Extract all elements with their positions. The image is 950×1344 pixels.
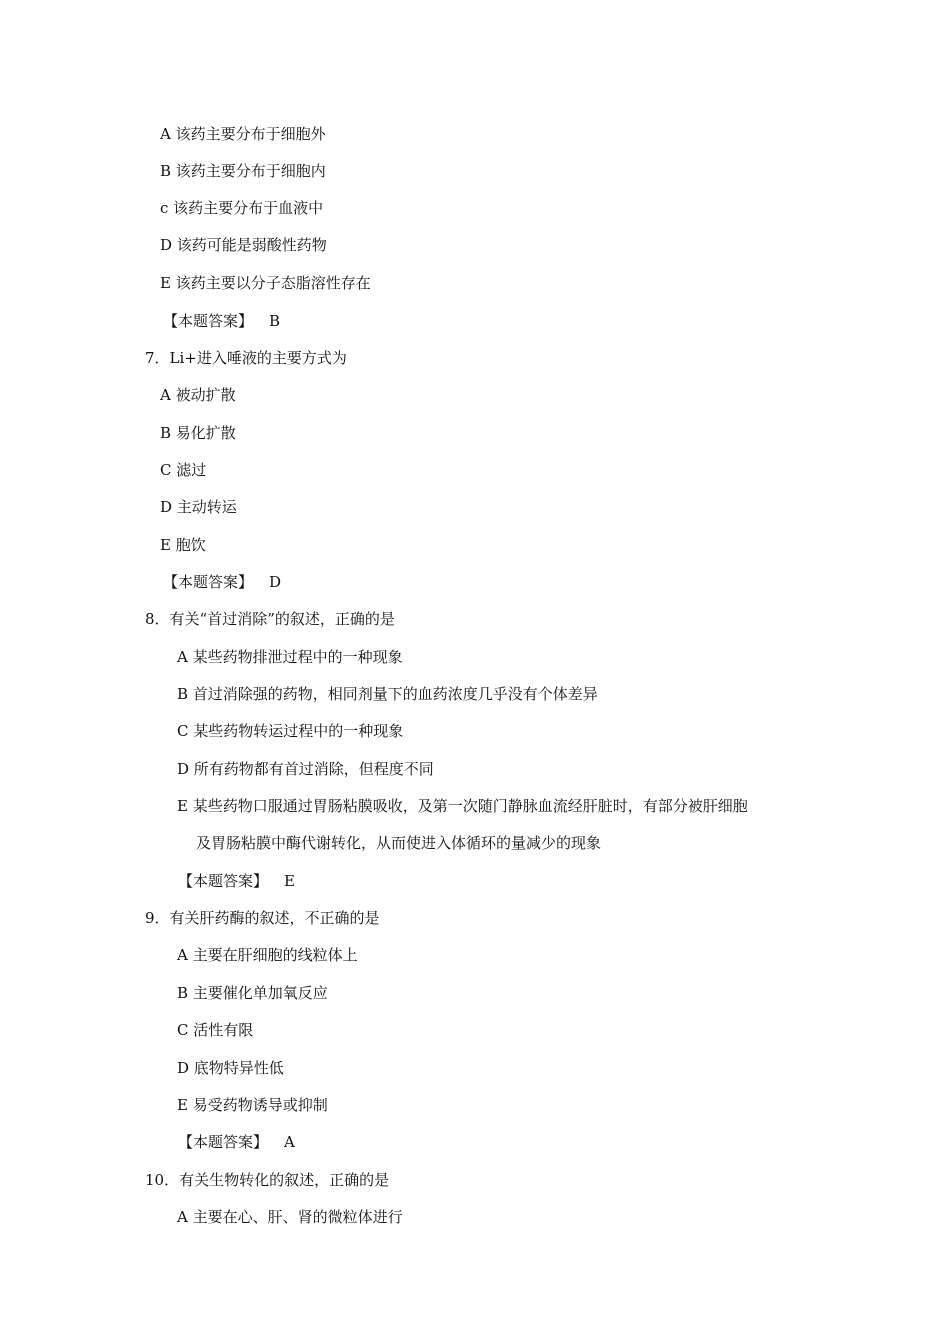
q8-option-e-continued: 及胃肠粘膜中酶代谢转化，从而使进入体循环的量减少的现象 (196, 834, 602, 852)
q9-option-b: B 主要催化单加氧反应 (177, 984, 328, 1002)
q6-answer (163, 311, 280, 331)
q9-option-c: C 活性有限 (177, 1021, 254, 1039)
q7-option-d: D 主动转运 (160, 498, 237, 516)
q9-option-e: E 易受药物诱导或抑制 (177, 1096, 328, 1114)
q7-stem: 7．Li+进入唾液的主要方式为 (145, 349, 347, 367)
q9-option-d: D 底物特异性低 (177, 1059, 284, 1077)
q6-option-e: E 该药主要以分子态脂溶性存在 (160, 274, 371, 292)
q6-option-d: D 该药可能是弱酸性药物 (160, 236, 327, 254)
answer-label: 【本题答案】 (178, 872, 269, 890)
q6-option-c: c 该药主要分布于血液中 (160, 199, 324, 217)
q6-option-b: B 该药主要分布于细胞内 (160, 162, 326, 180)
q6-option-a: A 该药主要分布于细胞外 (160, 125, 326, 143)
answer-label: 【本题答案】 (163, 573, 254, 591)
answer-value: D (269, 573, 282, 591)
q7-answer (163, 572, 281, 592)
q8-stem: 8．有关“首过消除”的叙述，正确的是 (145, 610, 395, 628)
q7-option-e: E 胞饮 (160, 536, 206, 554)
answer-value: E (284, 872, 295, 890)
q8-option-a: A 某些药物排泄过程中的一种现象 (177, 648, 403, 666)
q9-stem: 9．有关肝药酶的叙述，不正确的是 (145, 909, 380, 927)
q8-option-c: C 某些药物转运过程中的一种现象 (177, 722, 404, 740)
q10-option-a: A 主要在心、肝、肾的微粒体进行 (177, 1208, 403, 1226)
q8-option-d: D 所有药物都有首过消除，但程度不同 (177, 760, 434, 778)
q7-option-c: C 滤过 (160, 461, 207, 479)
q10-stem: 10．有关生物转化的叙述，正确的是 (145, 1171, 390, 1189)
answer-label: 【本题答案】 (178, 1133, 269, 1151)
answer-label: 【本题答案】 (163, 312, 254, 330)
q7-option-b: B 易化扩散 (160, 424, 236, 442)
answer-value: A (284, 1133, 295, 1151)
q7-option-a: A 被动扩散 (160, 386, 236, 404)
q9-option-a: A 主要在肝细胞的线粒体上 (177, 946, 358, 964)
q8-answer (178, 871, 295, 891)
q8-option-b: B 首过消除强的药物，相同剂量下的血药浓度几乎没有个体差异 (177, 685, 598, 703)
q8-option-e: E 某些药物口服通过胃肠粘膜吸收，及第一次随门静脉血流经肝脏时，有部分被肝细胞 (177, 797, 748, 815)
answer-value: B (269, 312, 281, 330)
q9-answer (178, 1132, 295, 1152)
